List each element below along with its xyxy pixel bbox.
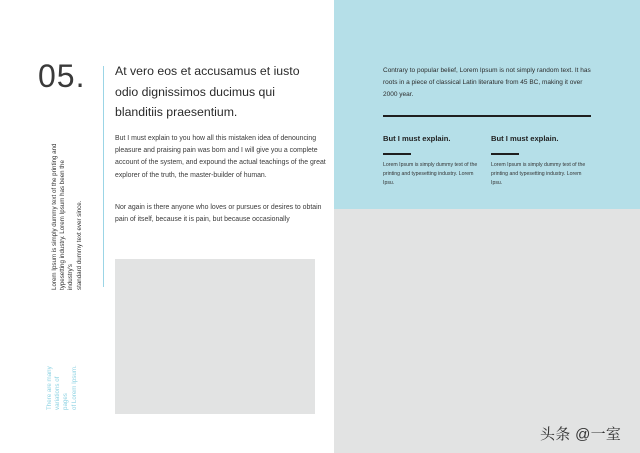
column-b-rule (491, 153, 519, 155)
column-a-rule (383, 153, 411, 155)
vertical-caption: Lorem Ipsum is simply dummy text of the printing and typesetting industry. Lorem Ipsum has been the industry's standard dummy text ever since. (51, 143, 83, 290)
watermark: 头条 @一室 (540, 426, 622, 443)
column-a-text: Lorem Ipsum is simply dummy text of the printing and typesetting industry. Lorem Ipsu. (383, 162, 478, 186)
headline: At vero eos et accusamus et iusto odio dignissimos ducimus qui blanditiis praesentium. (115, 64, 300, 119)
gray-panel (334, 209, 640, 453)
column-a-title: But I must explain. (383, 134, 451, 143)
intro-text: Contrary to popular belief, Lorem Ipsum is not simply random text. It has roots in a piece of classical Latin literature from 45 BC, making it over 2000 year. (383, 67, 591, 99)
image-placeholder (115, 259, 315, 414)
vertical-accent-rule (103, 66, 104, 287)
column-b-text: Lorem Ipsum is simply dummy text of the printing and typesetting industry. Lorem Ipsu. (491, 162, 586, 186)
column-b-title: But I must explain. (491, 134, 559, 143)
intro-divider (383, 115, 591, 117)
body-paragraph-2: Nor again is there anyone who loves or pursues or desires to obtain pain of itself, because it is pain, but because occasionally (115, 204, 322, 224)
page-number: 05. (38, 58, 86, 94)
vertical-accent-caption: There are many variations of pages of Lorem Ipsum. (46, 365, 78, 410)
body-paragraph-1: But I must explain to you how all this mistaken idea of denouncing pleasure and praising pain was born and I will give you a complete account of the system, and expound the actual teachings of the great explorer of the truth, the master-builder of human. (115, 135, 326, 179)
blue-panel (334, 0, 640, 209)
